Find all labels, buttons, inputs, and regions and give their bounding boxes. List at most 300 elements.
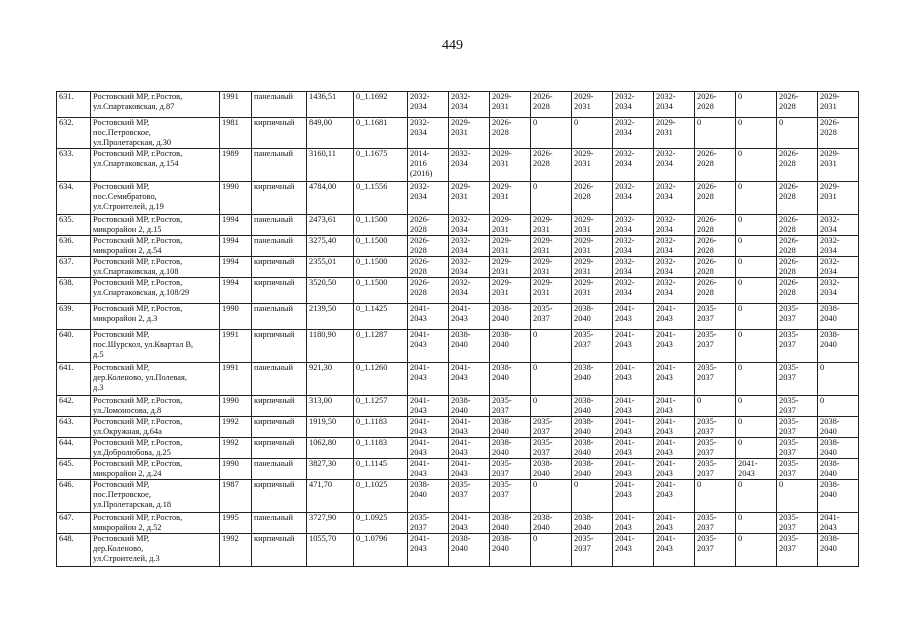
repair-period-cell: 0: [531, 480, 572, 513]
area-cell: 3160,11: [307, 149, 354, 182]
year-cell: 1990: [220, 304, 252, 330]
repair-period-cell: 2029- 2031: [818, 182, 859, 215]
address-cell: Ростовский МР, г.Ростов, микрорайон 2, д.15: [91, 215, 220, 236]
index-code-cell: 0_1.1183: [354, 438, 408, 459]
index-code-cell: 0_1.1183: [354, 417, 408, 438]
repair-period-cell: 2035- 2037: [777, 363, 818, 396]
repair-period-cell: 0: [695, 480, 736, 513]
area-cell: 1055,70: [307, 534, 354, 567]
repair-period-cell: 2026- 2028: [408, 215, 449, 236]
wall-material-cell: кирпичный: [252, 278, 307, 304]
repair-period-cell: 2032- 2034: [613, 278, 654, 304]
address-cell: Ростовский МР, г.Ростов, микрорайон 2, д.54: [91, 236, 220, 257]
repair-period-cell: 2038- 2040: [818, 330, 859, 363]
repair-period-cell: 2032- 2034: [613, 118, 654, 149]
index-code-cell: 0_1.1260: [354, 363, 408, 396]
repair-period-cell: 0: [736, 236, 777, 257]
repair-period-cell: 0: [777, 118, 818, 149]
repair-period-cell: 2038- 2040: [572, 396, 613, 417]
repair-period-cell: 2026- 2028: [777, 257, 818, 278]
repair-period-cell: 2032- 2034: [818, 215, 859, 236]
table-row: [57, 215, 859, 236]
table-row: [57, 278, 859, 304]
table-row: [57, 480, 859, 513]
area-cell: 849,00: [307, 118, 354, 149]
year-cell: 1994: [220, 278, 252, 304]
wall-material-cell: панельный: [252, 215, 307, 236]
repair-period-cell: 2038- 2040: [572, 363, 613, 396]
table-row: [57, 257, 859, 278]
repair-period-cell: 2026- 2028: [408, 236, 449, 257]
repair-period-cell: 2038- 2040: [449, 330, 490, 363]
repair-period-cell: 2041- 2043: [818, 513, 859, 534]
year-cell: 1989: [220, 149, 252, 182]
repair-period-cell: 2032- 2034: [613, 257, 654, 278]
repair-period-cell: 2041- 2043: [449, 363, 490, 396]
repair-period-cell: 2032- 2034: [654, 236, 695, 257]
wall-material-cell: панельный: [252, 459, 307, 480]
year-cell: 1981: [220, 118, 252, 149]
repair-period-cell: 2029- 2031: [490, 278, 531, 304]
repair-period-cell: 2041- 2043: [654, 438, 695, 459]
repair-period-cell: 2041- 2043: [613, 480, 654, 513]
repair-period-cell: 0: [695, 118, 736, 149]
repair-period-cell: 2035- 2037: [777, 438, 818, 459]
repair-period-cell: 2032- 2034: [449, 236, 490, 257]
repair-period-cell: 2014- 2016 (2016): [408, 149, 449, 182]
repair-period-cell: 2029- 2031: [531, 257, 572, 278]
repair-period-cell: 0: [531, 363, 572, 396]
repair-period-cell: 2026- 2028: [818, 118, 859, 149]
repair-period-cell: 2026- 2028: [777, 278, 818, 304]
wall-material-cell: кирпичный: [252, 182, 307, 215]
repair-period-cell: 2038- 2040: [490, 304, 531, 330]
wall-material-cell: кирпичный: [252, 438, 307, 459]
repair-period-cell: 2038- 2040: [572, 304, 613, 330]
repair-period-cell: 2035- 2037: [777, 459, 818, 480]
row-number-cell: 643.: [57, 417, 91, 438]
repair-period-cell: 2026- 2028: [695, 257, 736, 278]
repair-period-cell: 2029- 2031: [572, 149, 613, 182]
repair-period-cell: 2026- 2028: [531, 92, 572, 118]
repair-period-cell: 2041- 2043: [654, 363, 695, 396]
repair-period-cell: 2035- 2037: [695, 534, 736, 567]
year-cell: 1990: [220, 396, 252, 417]
repair-period-cell: 2041- 2043: [613, 396, 654, 417]
row-number-cell: 635.: [57, 215, 91, 236]
area-cell: 4784,00: [307, 182, 354, 215]
repair-period-cell: 2029- 2031: [572, 92, 613, 118]
repair-period-cell: 2026- 2028: [408, 278, 449, 304]
repair-period-cell: 2041- 2043: [408, 330, 449, 363]
repair-period-cell: 2038- 2040: [531, 513, 572, 534]
area-cell: 1919,50: [307, 417, 354, 438]
repair-period-cell: 2035- 2037: [695, 363, 736, 396]
repair-period-cell: 0: [818, 396, 859, 417]
row-number-cell: 631.: [57, 92, 91, 118]
area-cell: 3827,30: [307, 459, 354, 480]
area-cell: 313,00: [307, 396, 354, 417]
repair-period-cell: 2041- 2043: [613, 438, 654, 459]
area-cell: 3275,40: [307, 236, 354, 257]
repair-period-cell: 2041- 2043: [613, 513, 654, 534]
repair-period-cell: 2029- 2031: [531, 278, 572, 304]
repair-period-cell: 2029- 2031: [449, 118, 490, 149]
repair-period-cell: 2035- 2037: [449, 480, 490, 513]
repair-period-cell: 2035- 2037: [695, 438, 736, 459]
area-cell: 3727,90: [307, 513, 354, 534]
repair-period-cell: 0: [736, 363, 777, 396]
wall-material-cell: кирпичный: [252, 396, 307, 417]
repair-period-cell: 2029- 2031: [490, 236, 531, 257]
address-cell: Ростовский МР, г.Ростов, ул.Спартаковская, д.108: [91, 257, 220, 278]
address-cell: Ростовский МР, дер.Коленово, ул.Строителей, д.3: [91, 534, 220, 567]
address-cell: Ростовский МР, г.Ростов, ул.Спартаковская, д.87: [91, 92, 220, 118]
index-code-cell: 0_1.1556: [354, 182, 408, 215]
repair-period-cell: 2035- 2037: [777, 534, 818, 567]
row-number-cell: 646.: [57, 480, 91, 513]
repair-period-cell: 2041- 2043: [408, 438, 449, 459]
repair-period-cell: 0: [736, 182, 777, 215]
index-code-cell: 0_1.1500: [354, 278, 408, 304]
year-cell: 1991: [220, 92, 252, 118]
repair-period-cell: 2029- 2031: [490, 215, 531, 236]
repair-period-cell: 2041- 2043: [654, 459, 695, 480]
table-row: [57, 417, 859, 438]
repair-period-cell: 0: [572, 118, 613, 149]
repair-period-cell: 2038- 2040: [490, 513, 531, 534]
address-cell: Ростовский МР, г.Ростов, микрорайон 2, д.52: [91, 513, 220, 534]
repair-period-cell: 2032- 2034: [654, 92, 695, 118]
table-row: [57, 182, 859, 215]
repair-period-cell: 2032- 2034: [654, 182, 695, 215]
table-row: [57, 534, 859, 567]
repair-period-cell: 0: [736, 149, 777, 182]
repair-period-cell: 2041- 2043: [449, 513, 490, 534]
repair-period-cell: 2026- 2028: [695, 278, 736, 304]
address-cell: Ростовский МР, пос.Петровское, ул.Пролетарская, д.30: [91, 118, 220, 149]
repair-period-cell: 2035- 2037: [531, 417, 572, 438]
repair-period-cell: 2038- 2040: [490, 363, 531, 396]
repair-period-cell: 0: [736, 92, 777, 118]
address-cell: Ростовский МР, г.Ростов, ул.Добролюбова, д.25: [91, 438, 220, 459]
index-code-cell: 0_1.1145: [354, 459, 408, 480]
repair-period-cell: 2032- 2034: [613, 215, 654, 236]
repair-period-cell: 2026- 2028: [531, 149, 572, 182]
repair-period-cell: 2038- 2040: [818, 480, 859, 513]
row-number-cell: 636.: [57, 236, 91, 257]
repair-period-cell: 2029- 2031: [572, 215, 613, 236]
year-cell: 1991: [220, 363, 252, 396]
row-number-cell: 632.: [57, 118, 91, 149]
repair-period-cell: 2041- 2043: [449, 417, 490, 438]
row-number-cell: 638.: [57, 278, 91, 304]
row-number-cell: 633.: [57, 149, 91, 182]
year-cell: 1992: [220, 417, 252, 438]
table-row: [57, 118, 859, 149]
repair-period-cell: 2029- 2031: [572, 278, 613, 304]
repair-period-cell: 2029- 2031: [449, 182, 490, 215]
repair-period-cell: 2026- 2028: [695, 215, 736, 236]
repair-period-cell: 2032- 2034: [449, 257, 490, 278]
repair-period-cell: 2041- 2043: [654, 513, 695, 534]
address-cell: Ростовский МР, г.Ростов, ул.Спартаковская, д.108/29: [91, 278, 220, 304]
repair-period-cell: 2032- 2034: [408, 182, 449, 215]
repair-period-cell: 2041- 2043: [613, 534, 654, 567]
wall-material-cell: панельный: [252, 92, 307, 118]
repair-period-cell: 2032- 2034: [613, 236, 654, 257]
table-row: [57, 330, 859, 363]
repair-period-cell: 2032- 2034: [449, 92, 490, 118]
repair-period-cell: 2035- 2037: [490, 459, 531, 480]
repair-period-cell: 2038- 2040: [531, 459, 572, 480]
index-code-cell: 0_1.1681: [354, 118, 408, 149]
repair-period-cell: 2041- 2043: [408, 363, 449, 396]
repair-period-cell: 2029- 2031: [531, 236, 572, 257]
repair-period-cell: 2038- 2040: [818, 459, 859, 480]
repair-period-cell: 2041- 2043: [654, 480, 695, 513]
repair-period-cell: 2041- 2043: [613, 330, 654, 363]
repair-period-cell: 2041- 2043: [654, 304, 695, 330]
repair-period-cell: 2032- 2034: [408, 118, 449, 149]
repair-period-cell: 2041- 2043: [408, 534, 449, 567]
repair-period-cell: 0: [736, 513, 777, 534]
repair-period-cell: 2032- 2034: [449, 278, 490, 304]
repair-period-cell: 2032- 2034: [654, 215, 695, 236]
repair-period-cell: 2032- 2034: [613, 149, 654, 182]
index-code-cell: 0_1.1025: [354, 480, 408, 513]
repair-period-cell: 0: [531, 330, 572, 363]
repair-period-cell: 0: [531, 396, 572, 417]
repair-period-cell: 2038- 2040: [818, 438, 859, 459]
address-cell: Ростовский МР, г.Ростов, ул.Ломоносова, д.8: [91, 396, 220, 417]
repair-period-cell: 0: [818, 363, 859, 396]
year-cell: 1995: [220, 513, 252, 534]
area-cell: 1180,90: [307, 330, 354, 363]
repair-period-cell: 0: [736, 438, 777, 459]
repair-period-cell: 2029- 2031: [490, 257, 531, 278]
repair-period-cell: 2035- 2037: [695, 417, 736, 438]
address-cell: Ростовский МР, пос.Шурскол, ул.Квартал В, д.5: [91, 330, 220, 363]
table-row: [57, 438, 859, 459]
table-row: [57, 363, 859, 396]
area-cell: 1062,80: [307, 438, 354, 459]
repair-period-cell: 2029- 2031: [490, 92, 531, 118]
repair-period-cell: 2041- 2043: [613, 304, 654, 330]
page-number: 449: [442, 38, 463, 53]
repair-period-cell: 2032- 2034: [654, 278, 695, 304]
repair-period-cell: 2032- 2034: [818, 278, 859, 304]
table-row: [57, 236, 859, 257]
year-cell: 1990: [220, 459, 252, 480]
row-number-cell: 645.: [57, 459, 91, 480]
area-cell: 471,70: [307, 480, 354, 513]
repair-period-cell: 2035- 2037: [695, 330, 736, 363]
repair-period-cell: 2038- 2040: [490, 438, 531, 459]
repair-period-cell: 2032- 2034: [613, 182, 654, 215]
year-cell: 1991: [220, 330, 252, 363]
repair-period-cell: 2026- 2028: [777, 149, 818, 182]
repair-period-cell: 0: [736, 215, 777, 236]
address-cell: Ростовский МР, г.Ростов, ул.Окружная, д.64а: [91, 417, 220, 438]
wall-material-cell: кирпичный: [252, 534, 307, 567]
repair-period-cell: 2026- 2028: [408, 257, 449, 278]
index-code-cell: 0_1.1675: [354, 149, 408, 182]
repair-period-cell: 2026- 2028: [695, 92, 736, 118]
table-row: [57, 149, 859, 182]
table-row: [57, 513, 859, 534]
address-cell: Ростовский МР, дер.Коленово, ул.Полевая, д.3: [91, 363, 220, 396]
repair-period-cell: 0: [695, 396, 736, 417]
repair-period-cell: 2026- 2028: [777, 215, 818, 236]
repair-period-cell: 2041- 2043: [654, 417, 695, 438]
index-code-cell: 0_1.1692: [354, 92, 408, 118]
repair-period-cell: 2026- 2028: [777, 236, 818, 257]
repair-period-cell: 2041- 2043: [736, 459, 777, 480]
repair-period-cell: 2029- 2031: [490, 182, 531, 215]
repair-period-cell: 2032- 2034: [818, 257, 859, 278]
area-cell: 1436,51: [307, 92, 354, 118]
repair-period-cell: 2035- 2037: [695, 459, 736, 480]
repair-period-cell: 2035- 2037: [572, 330, 613, 363]
area-cell: 2139,50: [307, 304, 354, 330]
repair-period-cell: 0: [736, 480, 777, 513]
repair-period-cell: 2038- 2040: [449, 534, 490, 567]
repair-period-cell: 2026- 2028: [695, 149, 736, 182]
table-row: [57, 459, 859, 480]
repair-period-cell: 2038- 2040: [490, 534, 531, 567]
repair-period-cell: 2038- 2040: [572, 459, 613, 480]
repair-period-cell: 0: [572, 480, 613, 513]
wall-material-cell: панельный: [252, 149, 307, 182]
repair-period-cell: 2041- 2043: [449, 304, 490, 330]
repair-period-cell: 2041- 2043: [408, 417, 449, 438]
repair-period-cell: 2041- 2043: [408, 304, 449, 330]
repair-period-cell: 0: [736, 278, 777, 304]
repair-period-cell: 2035- 2037: [777, 330, 818, 363]
wall-material-cell: кирпичный: [252, 417, 307, 438]
repair-period-cell: 2038- 2040: [572, 417, 613, 438]
repair-period-cell: 2026- 2028: [777, 182, 818, 215]
repair-period-cell: 2041- 2043: [654, 396, 695, 417]
repair-period-cell: 2035- 2037: [531, 438, 572, 459]
wall-material-cell: кирпичный: [252, 118, 307, 149]
table-row: [57, 304, 859, 330]
wall-material-cell: панельный: [252, 304, 307, 330]
repair-period-cell: 2041- 2043: [654, 330, 695, 363]
repair-period-cell: 2038- 2040: [818, 304, 859, 330]
row-number-cell: 641.: [57, 363, 91, 396]
repair-period-cell: 0: [736, 257, 777, 278]
repair-period-cell: 2038- 2040: [490, 417, 531, 438]
repair-period-cell: 2032- 2034: [654, 257, 695, 278]
year-cell: 1994: [220, 236, 252, 257]
repair-period-cell: 2041- 2043: [613, 363, 654, 396]
address-cell: Ростовский МР, пос.Семибратово, ул.Строителей, д.19: [91, 182, 220, 215]
area-cell: 921,30: [307, 363, 354, 396]
year-cell: 1990: [220, 182, 252, 215]
year-cell: 1992: [220, 438, 252, 459]
repair-period-cell: 2041- 2043: [408, 459, 449, 480]
index-code-cell: 0_1.1500: [354, 257, 408, 278]
repair-period-cell: 2038- 2040: [449, 396, 490, 417]
repair-period-cell: 2038- 2040: [818, 534, 859, 567]
row-number-cell: 647.: [57, 513, 91, 534]
wall-material-cell: кирпичный: [252, 257, 307, 278]
repair-period-cell: 2035- 2037: [695, 513, 736, 534]
row-number-cell: 648.: [57, 534, 91, 567]
repair-period-cell: 2041- 2043: [449, 459, 490, 480]
index-code-cell: 0_1.0925: [354, 513, 408, 534]
index-code-cell: 0_1.1500: [354, 236, 408, 257]
wall-material-cell: панельный: [252, 363, 307, 396]
repair-period-cell: 2029- 2031: [531, 215, 572, 236]
index-code-cell: 0_1.1287: [354, 330, 408, 363]
repair-period-cell: 0: [531, 534, 572, 567]
repair-period-cell: 2035- 2037: [531, 304, 572, 330]
repair-period-cell: 2032- 2034: [613, 92, 654, 118]
repair-period-cell: 2041- 2043: [408, 396, 449, 417]
repair-period-cell: 2032- 2034: [449, 215, 490, 236]
year-cell: 1987: [220, 480, 252, 513]
repair-period-cell: 2041- 2043: [654, 534, 695, 567]
repair-period-cell: 2035- 2037: [777, 304, 818, 330]
repair-period-cell: 0: [777, 480, 818, 513]
wall-material-cell: кирпичный: [252, 330, 307, 363]
repair-period-cell: 2035- 2037: [408, 513, 449, 534]
repair-period-cell: 2032- 2034: [654, 149, 695, 182]
area-cell: 2355,01: [307, 257, 354, 278]
row-number-cell: 644.: [57, 438, 91, 459]
repair-period-cell: 2032- 2034: [818, 236, 859, 257]
row-number-cell: 639.: [57, 304, 91, 330]
wall-material-cell: панельный: [252, 236, 307, 257]
repair-period-cell: 2029- 2031: [818, 92, 859, 118]
area-cell: 2473,61: [307, 215, 354, 236]
repair-period-cell: 2038- 2040: [572, 513, 613, 534]
index-code-cell: 0_1.1257: [354, 396, 408, 417]
wall-material-cell: кирпичный: [252, 480, 307, 513]
repair-period-cell: 2035- 2037: [490, 396, 531, 417]
repair-period-cell: 0: [736, 118, 777, 149]
area-cell: 3520,50: [307, 278, 354, 304]
address-cell: Ростовский МР, пос.Петровское, ул.Пролетарская, д.18: [91, 480, 220, 513]
repair-period-cell: 2026- 2028: [777, 92, 818, 118]
repair-period-cell: 0: [531, 118, 572, 149]
repair-period-cell: 2041- 2043: [613, 459, 654, 480]
address-cell: Ростовский МР, г.Ростов, микрорайон 2, д.24: [91, 459, 220, 480]
repair-period-cell: 0: [531, 182, 572, 215]
repair-period-cell: 2035- 2037: [777, 396, 818, 417]
wall-material-cell: панельный: [252, 513, 307, 534]
index-code-cell: 0_1.0796: [354, 534, 408, 567]
row-number-cell: 640.: [57, 330, 91, 363]
address-cell: Ростовский МР, г.Ростов, микрорайон 2, д.3: [91, 304, 220, 330]
year-cell: 1992: [220, 534, 252, 567]
table-row: [57, 92, 859, 118]
repair-period-cell: 2035- 2037: [572, 534, 613, 567]
repair-period-cell: 2041- 2043: [613, 417, 654, 438]
repair-period-cell: 2029- 2031: [654, 118, 695, 149]
repair-period-cell: 2038- 2040: [818, 417, 859, 438]
repair-period-cell: 2029- 2031: [818, 149, 859, 182]
index-code-cell: 0_1.1425: [354, 304, 408, 330]
repair-period-cell: 2035- 2037: [695, 304, 736, 330]
repair-period-cell: 2032- 2034: [408, 92, 449, 118]
repair-period-cell: 2035- 2037: [777, 513, 818, 534]
repair-period-cell: 0: [736, 304, 777, 330]
repair-period-cell: 2029- 2031: [490, 149, 531, 182]
